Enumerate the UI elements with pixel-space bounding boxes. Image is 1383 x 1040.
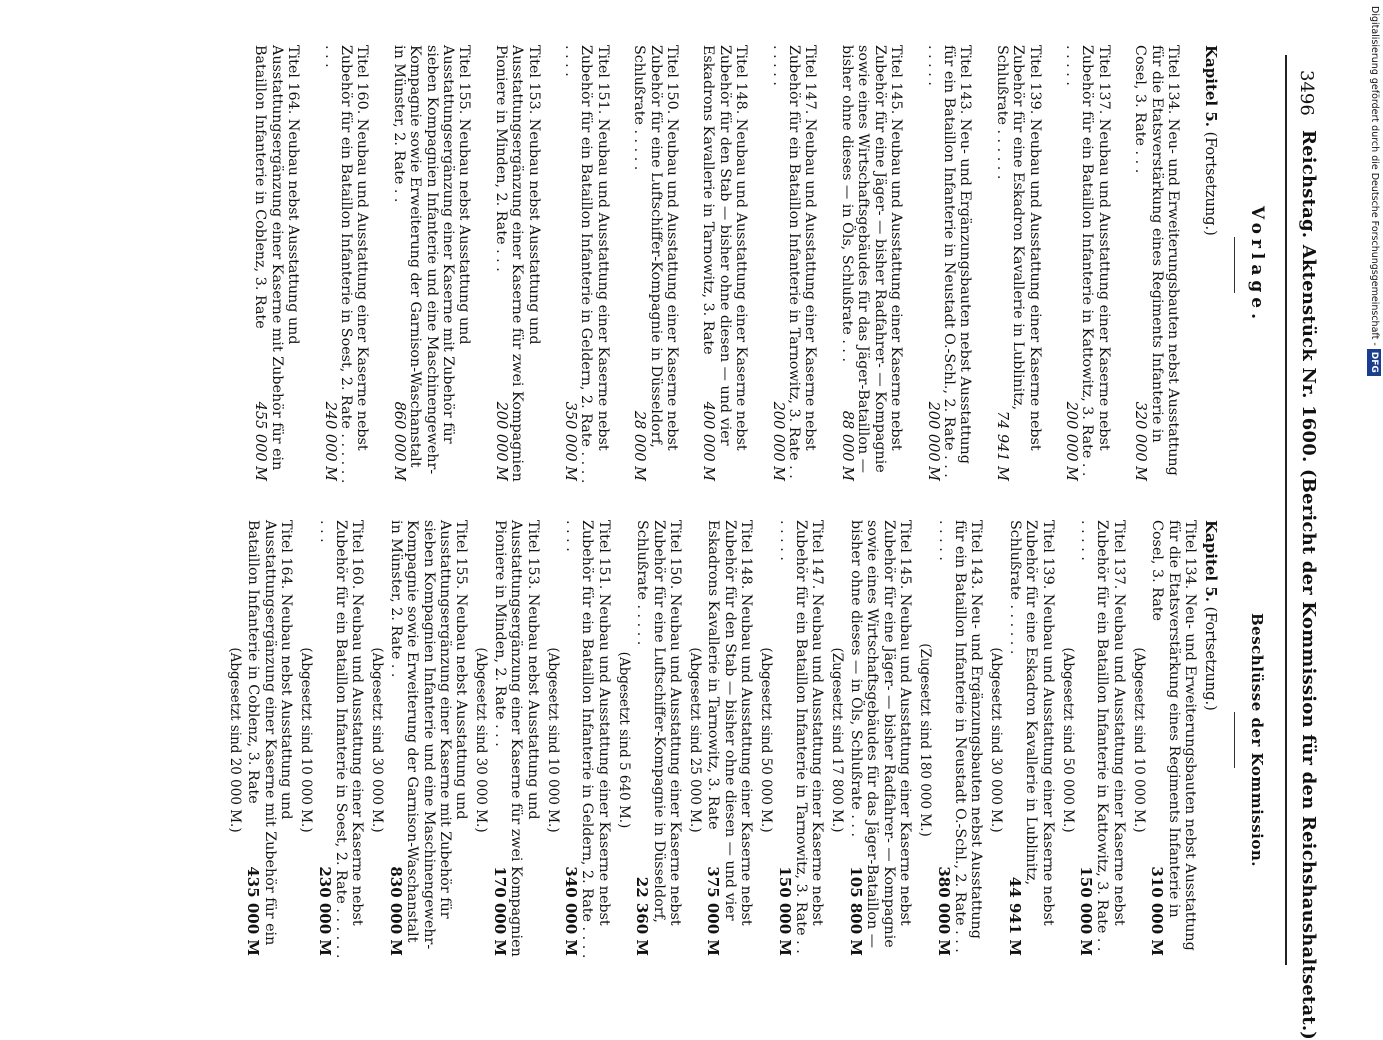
kapitel-suffix: (Fortsetzung.) (1202, 606, 1218, 711)
kapitel-heading (1201, 45, 1220, 485)
titel-entry (245, 520, 294, 960)
titel-entry (1132, 45, 1181, 485)
entry-text: Titel 153. Neubau nebst Ausstattung und Ausstattungsergänzung einer Kaserne für zwei Kompagnien Pioniere in Minden, 2. Rate . . . (492, 45, 542, 482)
entry-amount: 200 000 M (769, 401, 786, 481)
entry-text: Titel 145. Neubau und Ausstattung einer Kaserne nebst Zubehör für eine Jäger- — bisher Radfahrer- — Kompagnie sowie eines Wirtschaftsgebäudes für das Jäger-Bataillon — bisher ohne dieses — in Öls, Schlußrate . . . (847, 520, 914, 949)
kapitel-suffix: (Fortsetzung.) (1202, 131, 1218, 236)
entry-text: Titel 143. Neu- und Ergänzungsbauten nebst Ausstattung für ein Bataillon Infanterie in Neustadt O.-Schl., 2. Rate . . . . . . . . (924, 45, 974, 478)
page-number: 3496 (1296, 70, 1317, 116)
entry-note: (Abgesetzt sind 10 000 M.) (544, 647, 561, 833)
entry-amount: 320 000 M (1132, 401, 1149, 481)
digitization-note: Digitalisierung gefördert durch die Deutsche Forschungsgemeinschaft - (1369, 6, 1380, 346)
entry-note: (Abgesetzt sind 30 000 M.) (988, 647, 1005, 833)
kapitel-label: Kapitel 5. (1202, 520, 1220, 602)
entry-text: Titel 139. Neubau und Ausstattung einer Kaserne nebst Zubehör für eine Eskadron Kavallerie in Lublinitz, Schlußrate . . . . . . (1006, 520, 1056, 926)
titel-entry (705, 520, 754, 960)
entry-text: Titel 164. Neubau nebst Ausstattung und Ausstattungsergänzung einer Kaserne mit Zubehör für ein Bataillon Infanterie in Coblenz, 3. Rate (252, 45, 302, 471)
titel-entry (491, 520, 540, 960)
column-heading-vorlage: Vorlage. (1247, 205, 1267, 325)
entry-text: Titel 155. Neubau nebst Ausstattung und Ausstattungsergänzung einer Kaserne mit Zubehör für sieben Kompagnien Infanterie und eine Maschinengewehr-Kompagnie sowie Erweiterung der Garnison-Waschanstalt in Münster, 2. Rate . . (390, 45, 473, 475)
entry-amount: 88 000 M (838, 410, 855, 481)
titel-entry (1063, 45, 1112, 485)
kapitel-heading (1201, 520, 1220, 960)
titel-entry (631, 45, 680, 485)
dfg-logo: DFG (1367, 349, 1381, 376)
entry-amount: 340 000 M (562, 866, 581, 956)
entry-text: Titel 151. Neubau und Ausstattung einer Kaserne nebst Zubehör für ein Bataillon Infanterie in Geldern, 2. Rate . . . . . . . . (563, 520, 612, 959)
column-beschluesse (139, 520, 1279, 960)
entry-text: Titel 134. Neu- und Erweiterungsbauten nebst Ausstattung für die Etatsverstärkung eines Regiments Infanterie in Cosel, 3. Rate . . . (1132, 45, 1181, 476)
entry-text: Titel 145. Neubau und Ausstattung einer Kaserne nebst Zubehör für eine Jäger- — bisher Radfahrer- — Kompagnie sowie eines Wirtschaftsgebäudes für das Jäger-Bataillon — bisher ohne dieses — in Öls, Schlußrate . . . (838, 45, 905, 474)
entry-text: Titel 137. Neubau und Ausstattung einer Kaserne nebst Zubehör für ein Bataillon Infanterie in Kattowitz, 3. Rate . . . . . . . (1062, 45, 1112, 477)
entry-amount: 230 000 M (315, 866, 334, 956)
entry-text: Titel 134. Neu- und Erweiterungsbauten nebst Ausstattung für die Etatsverstärkung eines Regiments Infanterie in Cosel, 3. Rate (1149, 520, 1198, 951)
entry-amount: 310 000 M (1148, 866, 1167, 956)
entry-list (226, 520, 1198, 960)
entry-amount: 150 000 M (775, 866, 794, 956)
column-vorlage (139, 45, 1279, 485)
entry-text: Titel 139. Neubau und Ausstattung einer Kaserne nebst Zubehör für eine Eskadron Kavallerie in Lublinitz, Schlußrate . . . . . . (993, 45, 1043, 451)
entry-text: Titel 160. Neubau und Ausstattung einer Kaserne nebst Zubehör für ein Bataillon Infanterie in Soest, 2. Rate . . . . . . . . . (321, 45, 371, 484)
entry-text: Titel 150. Neubau und Ausstattung einer Kaserne nebst Zubehör für eine Luftschiffer-Kompagnie in Düsseldorf, Schlußrate . . . . . (634, 520, 684, 926)
entry-amount: 350 000 M (562, 401, 579, 481)
entry-amount: 200 000 M (1062, 401, 1079, 481)
entry-text: Titel 160. Neubau und Ausstattung einer Kaserne nebst Zubehör für ein Bataillon Infanterie in Soest, 2. Rate . . . . . . . . . (316, 520, 366, 959)
titel-entry (492, 45, 541, 485)
entry-text: Titel 148. Neubau und Ausstattung einer Kaserne nebst Zubehör für den Stab — bisher ohne diesen — und vier Eskadrons Kavallerie in Tarnowitz, 3. Rate (700, 45, 750, 451)
column-heading-beschluesse: Beschlüsse der Kommission. (1248, 613, 1266, 867)
titel-entry (1078, 520, 1127, 960)
entry-text: Titel 153. Neubau nebst Ausstattung und Ausstattungsergänzung einer Kaserne für zwei Kompagnien Pioniere in Minden, 2. Rate . . . (491, 520, 541, 957)
entry-amount: 860 000 M (390, 401, 407, 481)
titel-entry (776, 520, 825, 960)
entry-text: Titel 147. Neubau und Ausstattung einer Kaserne nebst Zubehör für ein Bataillon Infanterie in Tarnowitz, 3. Rate . . . . . . . (769, 45, 819, 479)
titel-entry (316, 520, 365, 960)
page-title: Reichstag. Aktenstück Nr. 1600. (Bericht der Kommission für den Reichshaushaltsetat.) (1298, 130, 1319, 1040)
titel-entry (252, 45, 301, 485)
entry-amount: 455 000 M (252, 401, 269, 481)
entry-text: Titel 147. Neubau und Ausstattung einer Kaserne nebst Zubehör für ein Bataillon Infanterie in Tarnowitz, 3. Rate . . . . . . . (776, 520, 826, 954)
entry-note: (Zugesetzt sind 180 000 M.) (917, 643, 934, 837)
entry-amount: 200 000 M (924, 401, 941, 481)
titel-entry (700, 45, 749, 485)
titel-entry (563, 520, 612, 960)
entry-amount: 435 000 M (244, 866, 263, 956)
entry-note: (Abgesetzt sind 20 000 M.) (226, 647, 243, 833)
titel-entry (1006, 520, 1055, 960)
titel-entry (839, 45, 905, 485)
entry-note: (Abgesetzt sind 25 000 M.) (687, 647, 704, 833)
entry-amount: 150 000 M (1076, 866, 1095, 956)
titel-entry (935, 520, 984, 960)
entry-text: Titel 150. Neubau und Ausstattung einer Kaserne nebst Zubehör für eine Luftschiffer-Kompagnie in Düsseldorf, Schlußrate . . . . . (631, 45, 681, 451)
entry-note: (Abgesetzt sind 30 000 M.) (369, 647, 386, 833)
titel-entry (848, 520, 914, 960)
entry-note: (Abgesetzt sind 50 000 M.) (1059, 647, 1076, 833)
entry-note: (Abgesetzt sind 30 000 M.) (473, 647, 490, 833)
entry-text: Titel 155. Neubau nebst Ausstattung und Ausstattungsergänzung einer Kaserne mit Zubehör für sieben Kompagnien Infanterie und eine Maschinengewehr-Kompagnie sowie Erweiterung der Garnison-Waschanstalt in Münster, 2. Rate . . (387, 520, 470, 950)
entry-amount: 200 000 M (492, 401, 509, 481)
titel-entry (562, 45, 611, 485)
titel-entry (769, 45, 818, 485)
entry-amount: 28 000 M (631, 410, 648, 481)
titel-entry (1149, 520, 1198, 960)
titel-entry (634, 520, 683, 960)
entry-amount: 74 941 M (993, 410, 1010, 481)
titel-entry (924, 45, 973, 485)
entry-text: Titel 143. Neu- und Ergänzungsbauten nebst Ausstattung für ein Bataillon Infanterie in Neustadt O.-Schl., 2. Rate . . . . . . . . (935, 520, 985, 953)
entry-amount: 400 000 M (700, 401, 717, 481)
entry-list (252, 45, 1181, 485)
entry-note: (Abgesetzt sind 50 000 M.) (758, 647, 775, 833)
entry-amount: 170 000 M (490, 866, 509, 956)
entry-text: Titel 164. Neubau nebst Ausstattung und Ausstattungsergänzung einer Kaserne mit Zubehör für ein Bataillon Infanterie in Coblenz, 3. Rate (245, 520, 295, 946)
entry-amount: 22 360 M (633, 876, 652, 956)
entry-amount: 380 000 M (934, 866, 953, 956)
titel-entry (390, 45, 472, 485)
digitization-credit (1367, 6, 1381, 998)
header-rule (1285, 55, 1287, 965)
entry-note: (Zugesetzt sind 17 800 M.) (829, 647, 846, 833)
entry-note: (Abgesetzt sind 5 640 M.) (615, 651, 632, 829)
entry-note: (Abgesetzt sind 10 000 M.) (1130, 647, 1147, 833)
entry-amount: 240 000 M (321, 401, 338, 481)
entry-text: Titel 148. Neubau und Ausstattung einer Kaserne nebst Zubehör für den Stab — bisher ohne diesen — und vier Eskadrons Kavallerie in Tarnowitz, 3. Rate (705, 520, 755, 926)
entry-amount: 105 800 M (846, 866, 865, 956)
entry-amount: 830 000 M (386, 866, 405, 956)
kapitel-label: Kapitel 5. (1202, 45, 1220, 127)
titel-entry (321, 45, 370, 485)
titel-entry (993, 45, 1042, 485)
page-header (1287, 70, 1321, 1040)
titel-entry (387, 520, 469, 960)
entry-text: Titel 151. Neubau und Ausstattung einer Kaserne nebst Zubehör für ein Bataillon Infanterie in Geldern, 2. Rate . . . . . . . . (562, 45, 611, 484)
entry-text: Titel 137. Neubau und Ausstattung einer Kaserne nebst Zubehör für ein Bataillon Infanterie in Kattowitz, 3. Rate . . . . . . . (1077, 520, 1127, 952)
entry-amount: 44 941 M (1005, 876, 1024, 956)
entry-amount: 375 000 M (704, 866, 723, 956)
entry-note: (Abgesetzt sind 10 000 M.) (298, 647, 315, 833)
